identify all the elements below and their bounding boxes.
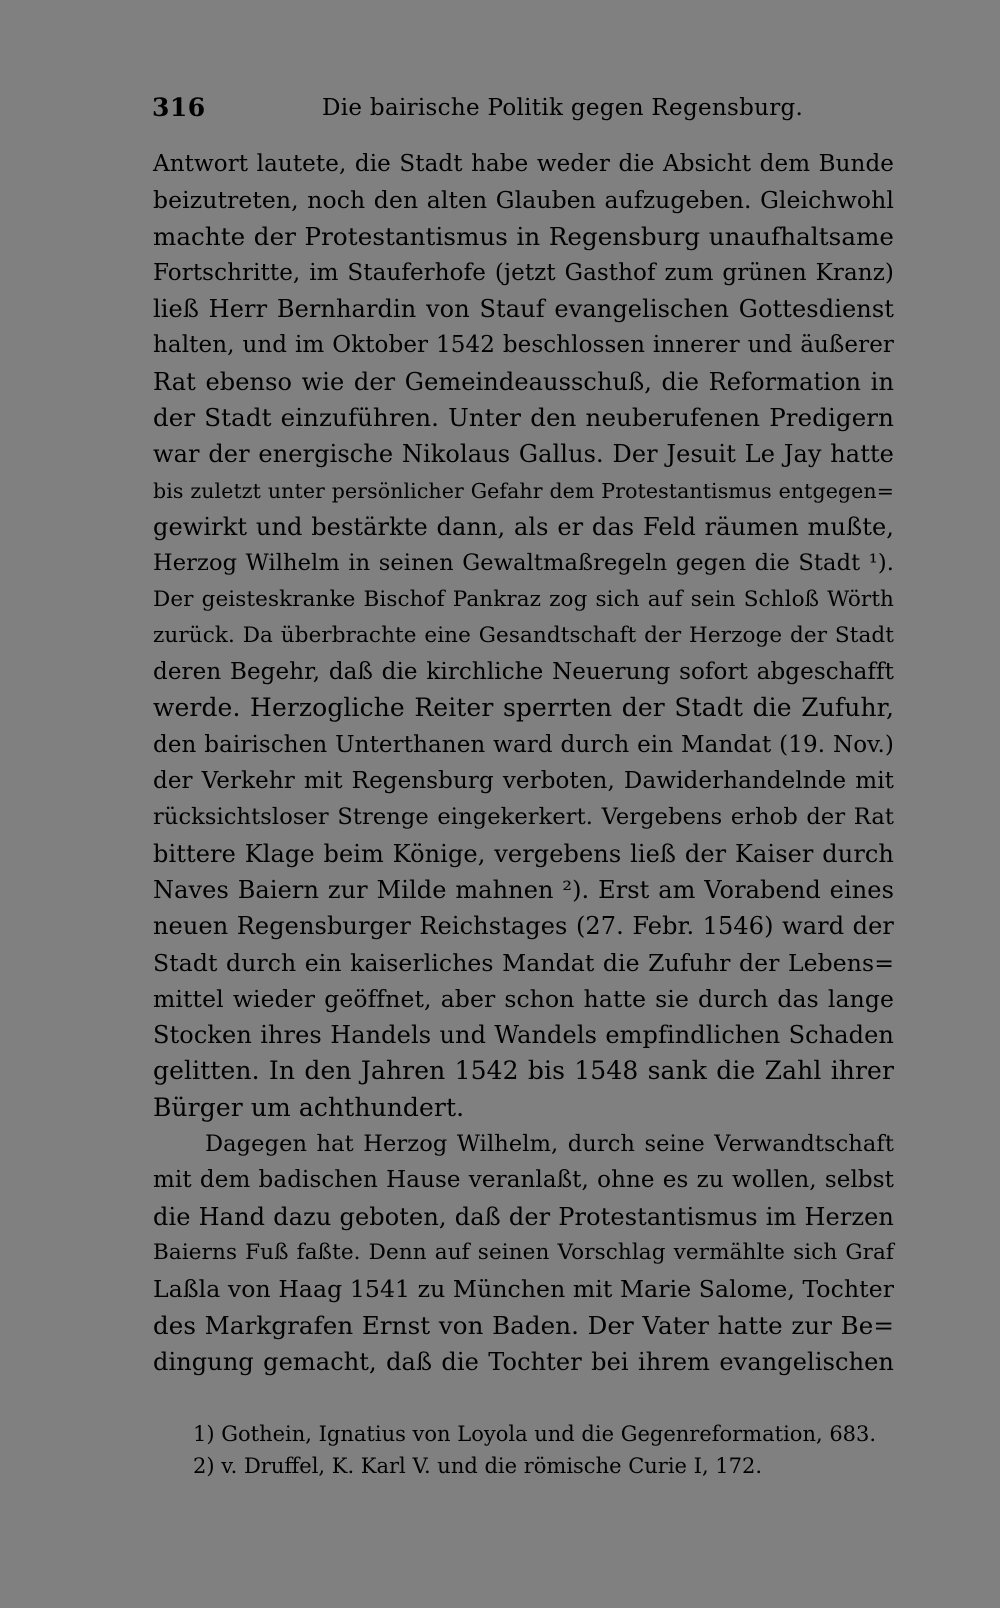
- page-header: [152, 93, 894, 133]
- running-title: Die bairische Politik gegen Regensburg.: [322, 95, 804, 121]
- text-line: Bürger um achthundert.: [153, 1092, 465, 1122]
- footnote-1: 1) Gothein, Ignatius von Loyola und die Gegenreformation, 683.: [193, 1422, 877, 1446]
- paragraph-1: [153, 146, 894, 1126]
- text-line: Stocken ihres Handels und Wandels empfindlichen Schaden: [153, 1021, 894, 1050]
- text-line: der Verkehr mit Regensburg verboten, Dawiderhandelnde mit: [153, 768, 894, 795]
- text-line: bittere Klage beim Könige, vergebens ließ der Kaiser durch: [153, 839, 894, 868]
- text-line: des Markgrafen Ernst von Baden. Der Vater hatte zur Be=: [153, 1310, 894, 1340]
- body-text: [153, 146, 894, 1380]
- text-line: dingung gemacht, daß die Tochter bei ihrem evangelischen: [153, 1347, 894, 1376]
- text-line: Antwort lautete, die Stadt habe weder die Absicht dem Bunde: [153, 151, 894, 177]
- text-line: Der geisteskranke Bischof Pankraz zog sich auf sein Schloß Wörth: [153, 586, 894, 612]
- text-line: der Stadt einzuführen. Unter den neuberufenen Predigern: [153, 403, 894, 433]
- text-line: war der energische Nikolaus Gallus. Der Jesuit Le Jay hatte: [153, 440, 894, 469]
- text-line: rücksichtsloser Strenge eingekerkert. Vergebens erhob der Rat: [153, 804, 894, 831]
- text-line: Stadt durch ein kaiserliches Mandat die Zufuhr der Lebens=: [153, 948, 894, 977]
- text-line: machte der Protestantismus in Regensburg unaufhaltsame: [153, 221, 894, 251]
- text-line: bis zuletzt unter persönlicher Gefahr dem Protestantismus entgegen=: [153, 478, 894, 503]
- text-line: den bairischen Unterthanen ward durch ein Mandat (19. Nov.): [153, 731, 894, 758]
- text-line: Dagegen hat Herzog Wilhelm, durch seine Verwandtschaft: [205, 1131, 894, 1158]
- text-line: Baierns Fuß faßte. Denn auf seinen Vorschlag vermählte sich Graf: [153, 1239, 894, 1265]
- text-line: gewirkt und bestärkte dann, als er das Feld räumen mußte,: [153, 512, 894, 541]
- text-line: neuen Regensburger Reichstages (27. Febr. 1546) ward der: [153, 912, 894, 941]
- text-line: deren Begehr, daß die kirchliche Neuerung sofort abgeschafft: [153, 659, 894, 686]
- text-line: Laßla von Haag 1541 zu München mit Marie Salome, Tochter: [153, 1275, 895, 1304]
- text-line: gelitten. In den Jahren 1542 bis 1548 sank die Zahl ihrer: [153, 1056, 894, 1086]
- text-line: die Hand dazu geboten, daß der Protestantismus im Herzen: [153, 1202, 894, 1231]
- text-line: Rat ebenso wie der Gemeindeausschuß, die Reformation in: [153, 367, 894, 396]
- text-line: beizutreten, noch den alten Glauben aufzugeben. Gleichwohl: [153, 186, 894, 215]
- text-line: zurück. Da überbrachte eine Gesandtschaft der Herzoge der Stadt: [153, 622, 894, 648]
- footnote-2: 2) v. Druffel, K. Karl V. und die römische Curie I, 172.: [193, 1454, 763, 1478]
- text-line: Naves Baiern zur Milde mahnen ²). Erst am Vorabend eines: [153, 875, 894, 904]
- text-line: Fortschritte, im Stauferhofe (jetzt Gasthof zum grünen Kranz): [153, 259, 894, 286]
- footnotes: [193, 1418, 898, 1482]
- page-number: 316: [152, 93, 206, 122]
- text-line: werde. Herzogliche Reiter sperrten der Stadt die Zufuhr,: [153, 693, 894, 723]
- text-line: Herzog Wilhelm in seinen Gewaltmaßregeln gegen die Stadt ¹).: [153, 550, 894, 577]
- text-line: halten, und im Oktober 1542 beschlossen innerer und äußerer: [153, 332, 894, 359]
- text-line: ließ Herr Bernhardin von Stauf evangelischen Gottesdienst: [153, 295, 894, 324]
- text-line: mittel wieder geöffnet, aber schon hatte sie durch das lange: [153, 984, 894, 1013]
- paragraph-2: [153, 1126, 894, 1380]
- text-line: mit dem badischen Hause veranlaßt, ohne es zu wollen, selbst: [153, 1167, 894, 1194]
